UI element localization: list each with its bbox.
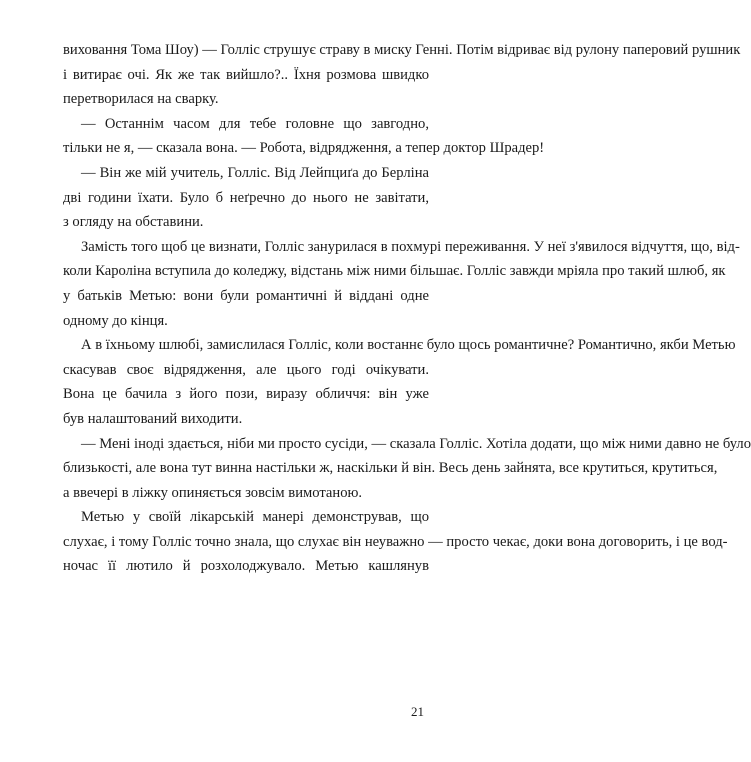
- text-line: і витирає очі. Як же так вийшло?.. Їхня розмова швидко: [63, 66, 429, 83]
- text-line: А в їхньому шлюбі, замислилася Голліс, коли востаннє було щось романтичне? Романтично, якби Метью: [81, 337, 736, 354]
- text-line: — Він же мій учитель, Голліс. Від Лейпциґа до Берліна: [81, 164, 429, 181]
- text-line: слухає, і тому Голліс точно знала, що слухає він неуважно — просто чекає, доки вона договорить, і це вод-: [63, 533, 728, 550]
- text-line: а ввечері в ліжку опиняється зовсім вимотаною.: [63, 484, 363, 501]
- text-line: коли Кароліна вступила до коледжу, відстань між ними більшає. Голліс завжди мріяла про такий шлюб, як: [63, 263, 726, 280]
- text-line: з огляду на обставини.: [63, 214, 204, 231]
- text-line: скасував своє відрядження, але цього годі очікувати.: [63, 361, 429, 378]
- text-line: у батьків Метью: вони були романтичні й віддані одне: [63, 287, 429, 304]
- text-line: виховання Тома Шоу) — Голліс струшує страву в миску Генні. Потім відриває від рулону паперовий рушник: [63, 42, 741, 58]
- text-line: Вона це бачила з його пози, виразу обличчя: він уже: [63, 386, 429, 403]
- text-line: — Останнім часом для тебе головне що завгодно,: [81, 115, 429, 132]
- text-line: Замість того щоб це визнати, Голліс занурилася в похмурі переживання. У неї з'явилося відчуття, що, від-: [81, 238, 740, 255]
- text-line: близькості, але вона тут винна настільки ж, наскільки й він. Весь день зайнята, все крутиться, крутиться,: [63, 460, 718, 477]
- text-line: одному до кінця.: [63, 312, 168, 329]
- text-line: — Мені іноді здається, ніби ми просто сусіди, — сказала Голліс. Хотіла додати, що між ними давно не було: [81, 435, 751, 452]
- text-line: дві години їхати. Було б неґречно до нього не завітати,: [63, 189, 429, 206]
- text-line: перетворилася на сварку.: [63, 91, 219, 108]
- book-page-text: [63, 38, 751, 579]
- text-line: тільки не я, — сказала вона. — Робота, відрядження, а тепер доктор Шрадер!: [63, 140, 545, 157]
- page-number: 21: [411, 704, 424, 719]
- text-line: Метью у своїй лікарській манері демонстрував, що: [81, 509, 429, 526]
- text-line: був налаштований виходити.: [63, 410, 243, 427]
- text-line: ночас її лютило й розхолоджувало. Метью кашлянув: [63, 558, 429, 575]
